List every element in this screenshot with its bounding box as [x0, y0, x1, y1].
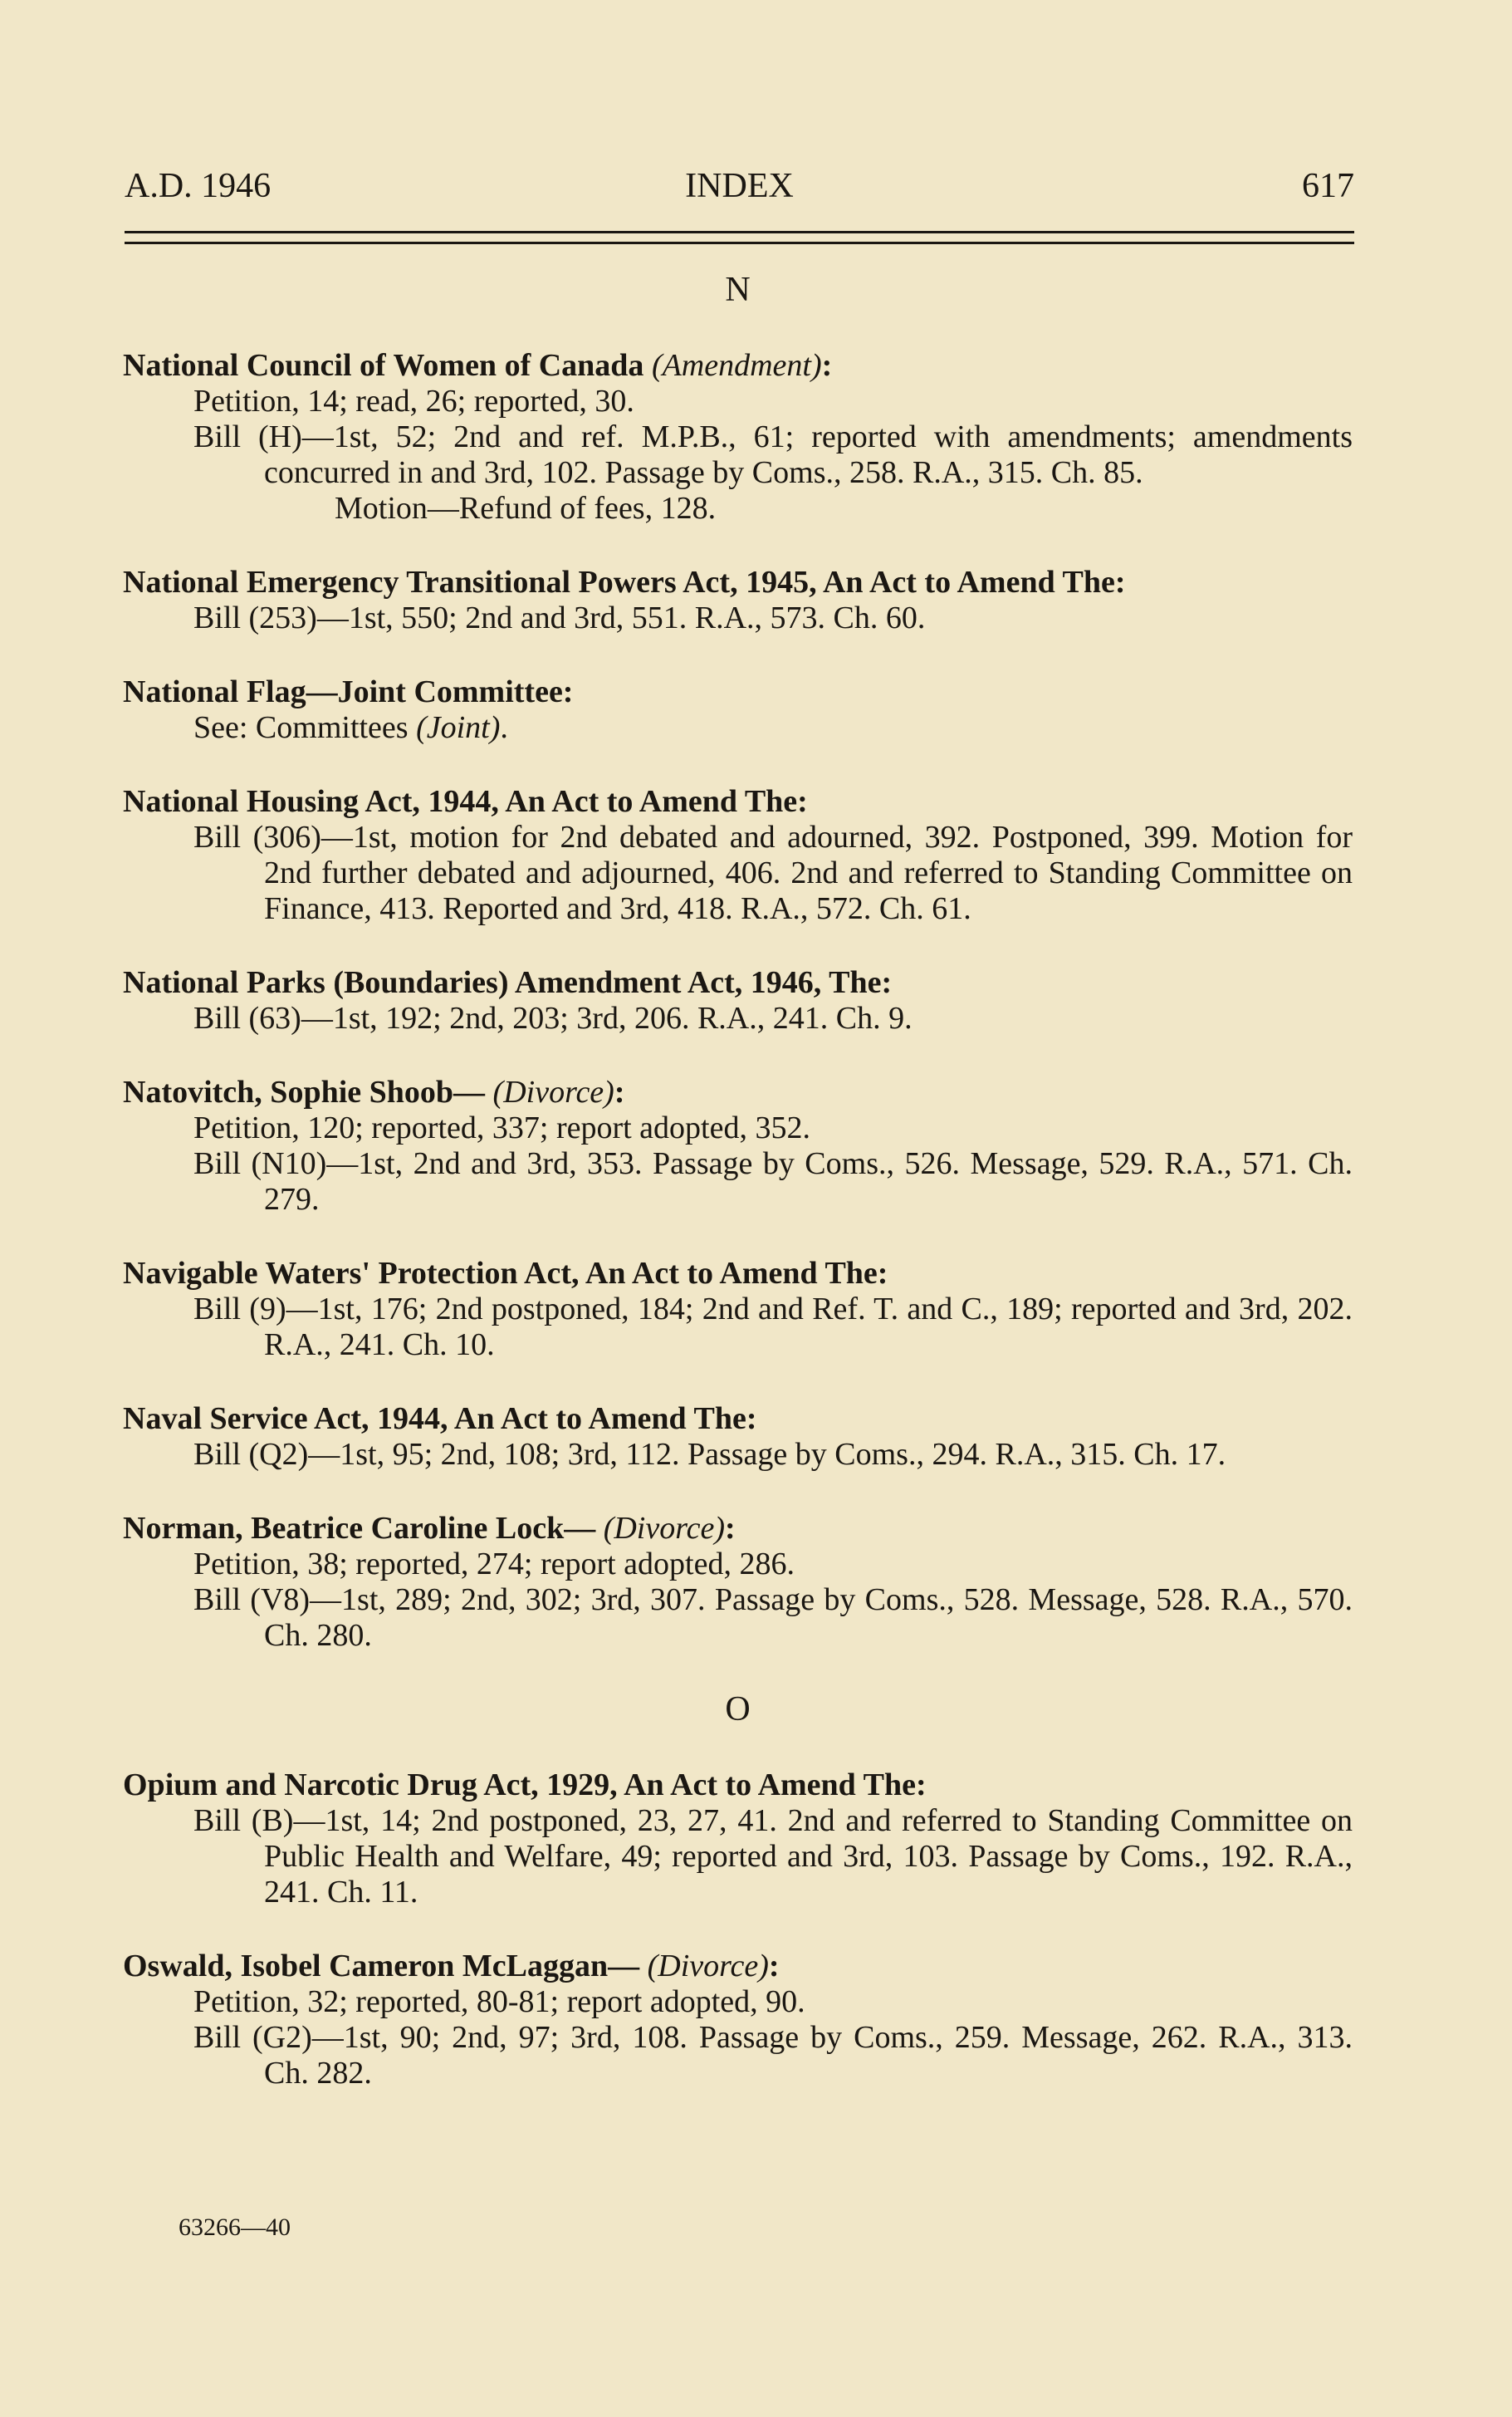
entry-title-qualifier: (Divorce) — [492, 1075, 614, 1110]
entry-subline: Motion—Refund of fees, 128. — [335, 491, 717, 526]
entry-title — [123, 784, 1353, 820]
entry-title-suffix: : — [768, 1949, 780, 1983]
entry-title-text: Navigable Waters' Protection Act, An Act to Amend The: — [123, 1256, 888, 1291]
index-entry — [123, 784, 1353, 927]
entry-title-suffix: : — [821, 348, 833, 383]
entry-line — [123, 710, 1353, 746]
entry-line: Bill (G2)—1st, 90; 2nd, 97; 3rd, 108. Passage by Coms., 259. Message, 262. R.A., 313. Ch. 282. — [193, 2020, 1353, 2091]
entry-title-text: Natovitch, Sophie Shoob— — [123, 1075, 486, 1110]
entry-title-text: Opium and Narcotic Drug Act, 1929, An Act to Amend The: — [123, 1767, 927, 1802]
entry-title-text: Oswald, Isobel Cameron McLaggan— — [123, 1949, 640, 1983]
entry-line: Bill (9)—1st, 176; 2nd postponed, 184; 2nd and Ref. T. and C., 189; reported and 3rd, 202. R.A., 241. Ch. 10. — [193, 1292, 1353, 1362]
entry-line: Petition, 14; read, 26; reported, 30. — [193, 384, 634, 419]
index-entry — [123, 965, 1353, 1037]
line-text: See: Committees — [193, 710, 417, 745]
entry-line: Bill (V8)—1st, 289; 2nd, 302; 3rd, 307. Passage by Coms., 528. Message, 528. R.A., 570. Ch. 280. — [193, 1582, 1353, 1653]
header-title: INDEX — [685, 167, 794, 205]
index-entry — [123, 348, 1353, 527]
entry-title — [123, 965, 1353, 1001]
entry-title-text: Norman, Beatrice Caroline Lock— — [123, 1511, 596, 1546]
section-letter: O — [725, 1690, 751, 1728]
entry-line: Petition, 120; reported, 337; report adopted, 352. — [193, 1110, 810, 1145]
entry-title-text: National Flag—Joint Committee: — [123, 674, 574, 709]
page-number: 617 — [1302, 167, 1354, 205]
entry-title-qualifier: (Amendment) — [651, 348, 822, 383]
entry-title-qualifier: (Divorce) — [647, 1949, 769, 1983]
entry-line: Petition, 38; reported, 274; report adopted, 286. — [193, 1547, 795, 1581]
index-content — [123, 266, 1353, 2130]
line-italic: (Joint) — [416, 710, 501, 745]
entry-line: Bill (63)—1st, 192; 2nd, 203; 3rd, 206. R.A., 241. Ch. 9. — [193, 1001, 913, 1036]
entry-line: Bill (H)—1st, 52; 2nd and ref. M.P.B., 61; reported with amendments; amendments concurred in and 3rd, 102. Passage by Coms., 258. R.A., 315. Ch. 85. — [193, 419, 1353, 490]
index-entry — [123, 674, 1353, 746]
header-year: A.D. 1946 — [125, 167, 272, 205]
entry-title-suffix: : — [725, 1511, 736, 1546]
index-entry — [123, 1256, 1353, 1363]
entry-title — [123, 1949, 1353, 1984]
entry-title-text: National Parks (Boundaries) Amendment Act, 1946, The: — [123, 965, 893, 1000]
entry-line: Petition, 32; reported, 80-81; report adopted, 90. — [193, 1984, 805, 2019]
entry-title — [123, 1511, 1353, 1547]
entry-title-text: National Council of Women of Canada — [123, 348, 644, 383]
index-entry — [123, 1401, 1353, 1473]
entry-title-text: Naval Service Act, 1944, An Act to Amend The: — [123, 1401, 757, 1436]
entry-title-text: National Housing Act, 1944, An Act to Amend The: — [123, 784, 808, 819]
entry-title — [123, 1256, 1353, 1292]
header-double-rule — [125, 231, 1354, 244]
entry-line: Bill (B)—1st, 14; 2nd postponed, 23, 27, 41. 2nd and referred to Standing Committee on Public Health and Welfare, 49; reported and 3rd, 103. Passage by Coms., 192. R.A., 241. Ch. 11. — [193, 1803, 1353, 1910]
entry-line: Bill (Q2)—1st, 95; 2nd, 108; 3rd, 112. Passage by Coms., 294. R.A., 315. Ch. 17. — [193, 1437, 1226, 1472]
entry-line: Bill (253)—1st, 550; 2nd and 3rd, 551. R.A., 573. Ch. 60. — [193, 601, 926, 635]
entry-title-qualifier: (Divorce) — [603, 1511, 725, 1546]
index-entry — [123, 1767, 1353, 1910]
index-entry — [123, 1949, 1353, 2091]
entry-title — [123, 674, 1353, 710]
entry-title — [123, 348, 1353, 384]
index-entry — [123, 1075, 1353, 1218]
entry-title — [123, 1401, 1353, 1437]
entry-line: Bill (N10)—1st, 2nd and 3rd, 353. Passage by Coms., 526. Message, 529. R.A., 571. Ch. 279. — [193, 1146, 1353, 1217]
entry-title — [123, 1767, 1353, 1803]
entry-title-suffix: : — [614, 1075, 625, 1110]
entry-title-text: National Emergency Transitional Powers Act, 1945, An Act to Amend The: — [123, 565, 1126, 600]
print-code: 63266—40 — [179, 2214, 291, 2241]
index-entry — [123, 565, 1353, 636]
index-entry — [123, 1511, 1353, 1654]
section-letter: N — [725, 271, 751, 309]
page-header — [125, 166, 1354, 216]
entry-title — [123, 1075, 1353, 1110]
line-suffix: . — [500, 710, 508, 745]
entry-line: Bill (306)—1st, motion for 2nd debated and adourned, 392. Postponed, 399. Motion for 2nd further debated and adjourned, 406. 2nd and referred to Standing Committee on Finance, 413. Reported and 3rd, 418. R.A., 572. Ch. 61. — [193, 820, 1353, 926]
entry-title — [123, 565, 1353, 601]
